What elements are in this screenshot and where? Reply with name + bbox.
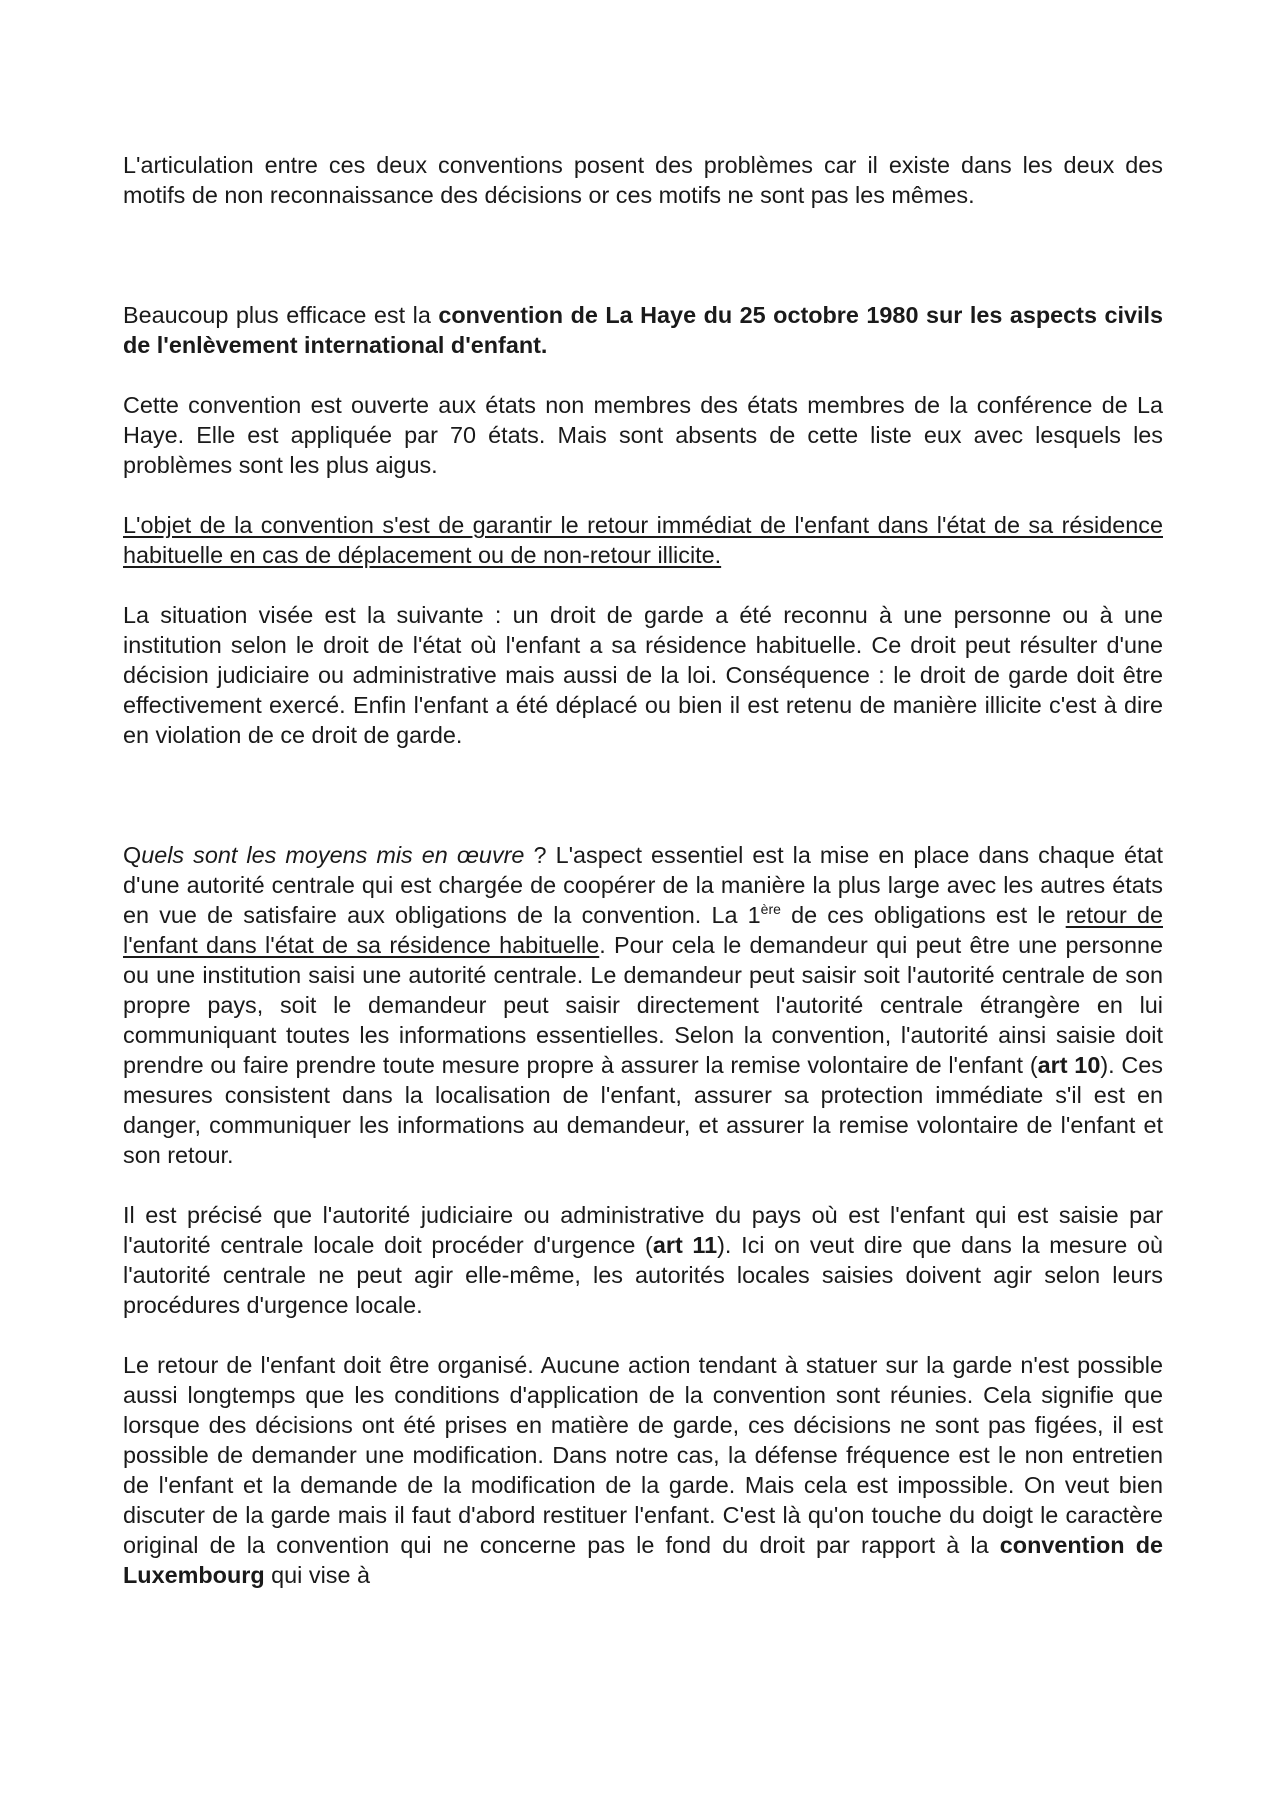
paragraph-situation: La situation visée est la suivante : un droit de garde a été reconnu à une personne ou à une institution selon le droit de l'état où l'enfant a sa résidence habituelle. Ce droit peut résulter d'une décision judiciaire ou administrative mais aussi de la loi. Conséquence : le droit de garde doit être effectivement exercé. Enfin l'enfant a été déplacé ou bien il est retenu de manière illicite c'est à dire en violation de ce droit de garde. (123, 602, 1163, 748)
text-run: qui vise à (264, 1562, 370, 1588)
text-run: Beaucoup plus efficace est la (123, 302, 439, 328)
text-run: de ces obligations est le (780, 902, 1066, 928)
italic-question: uels sont les moyens mis en œuvre (141, 842, 525, 868)
paragraph-articulation: L'articulation entre ces deux conventions posent des problèmes car il existe dans les deux des motifs de non reconnaissance des décisions or ces motifs ne sont pas les mêmes. (123, 152, 1163, 208)
paragraph-retour-enfant (123, 1350, 1163, 1590)
bold-art-11: art 11 (652, 1232, 718, 1258)
text-run: ? L'aspect essentiel est la mise en place dans chaque état d'une autorité centrale qui est chargée de coopérer de la manière la plus large avec les autres états en vue de satisfaire aux obligations de la convention. La 1 (123, 842, 1163, 928)
paragraph-moyens (123, 840, 1163, 1170)
underlined-retour: retour de l'enfant dans l'état de sa résidence habituelle (123, 902, 1163, 958)
bold-convention-luxembourg: convention de Luxembourg (123, 1532, 1163, 1588)
paragraph-open-convention: Cette convention est ouverte aux états non membres des états membres de la conférence de La Haye. Elle est appliquée par 70 états. Mais sont absents de cette liste eux avec lesquels les problèmes sont les plus aigus. (123, 392, 1163, 478)
bold-art-10: art 10 (1037, 1052, 1101, 1078)
document-body (123, 150, 1163, 1590)
text-run: Il est précisé que l'autorité judiciaire ou administrative du pays où est l'enfant qui est saisie par l'autorité centrale locale doit procéder d'urgence ( (123, 1202, 1163, 1258)
convention-title-bold: convention de La Haye du 25 octobre 1980 sur les aspects civils de l'enlèvement international d'enfant. (123, 302, 1163, 358)
text-run: Q (123, 842, 142, 868)
superscript-ere: ère (760, 901, 781, 917)
text-run: Le retour de l'enfant doit être organisé. Aucune action tendant à statuer sur la garde n'est possible aussi longtemps que les conditions d'application de la convention sont réunies. Cela signifie que lorsque des décisions ont été prises en matière de garde, ces décisions ne sont pas figées, il est possible de demander une modification. Dans notre cas, la défense fréquence est le non entretien de l'enfant et la demande de la modification de la garde. Mais cela est impossible. On veut bien discuter de la garde mais il faut d'abord restituer l'enfant. C'est là qu'on touche du doigt le caractère original de la convention qui ne concerne pas le fond du droit par rapport à la (123, 1352, 1163, 1558)
paragraph-objet-underlined: L'objet de la convention s'est de garantir le retour immédiat de l'enfant dans l'état de sa résidence habituelle en cas de déplacement ou de non-retour illicite. (123, 512, 1163, 568)
paragraph-autorite-judiciaire (123, 1200, 1163, 1320)
text-run: ). Ces mesures consistent dans la localisation de l'enfant, assurer sa protection immédiate s'il est en danger, communiquer les informations au demandeur, et assurer la remise volontaire de l'enfant et son retour. (123, 1052, 1163, 1168)
paragraph-convention-la-haye (123, 300, 1163, 360)
text-run: . Pour cela le demandeur qui peut être une personne ou une institution saisi une autorité centrale. Le demandeur peut saisir soit l'autorité centrale de son propre pays, soit le demandeur peut saisir directement l'autorité centrale étrangère en lui communiquant toutes les informations essentielles. Selon la convention, l'autorité ainsi saisie doit prendre ou faire prendre toute mesure propre à assurer la remise volontaire de l'enfant ( (123, 932, 1164, 1078)
text-run: ). Ici on veut dire que dans la mesure où l'autorité centrale ne peut agir elle-même, les autorités locales saisies doivent agir selon leurs procédures d'urgence locale. (123, 1232, 1163, 1318)
